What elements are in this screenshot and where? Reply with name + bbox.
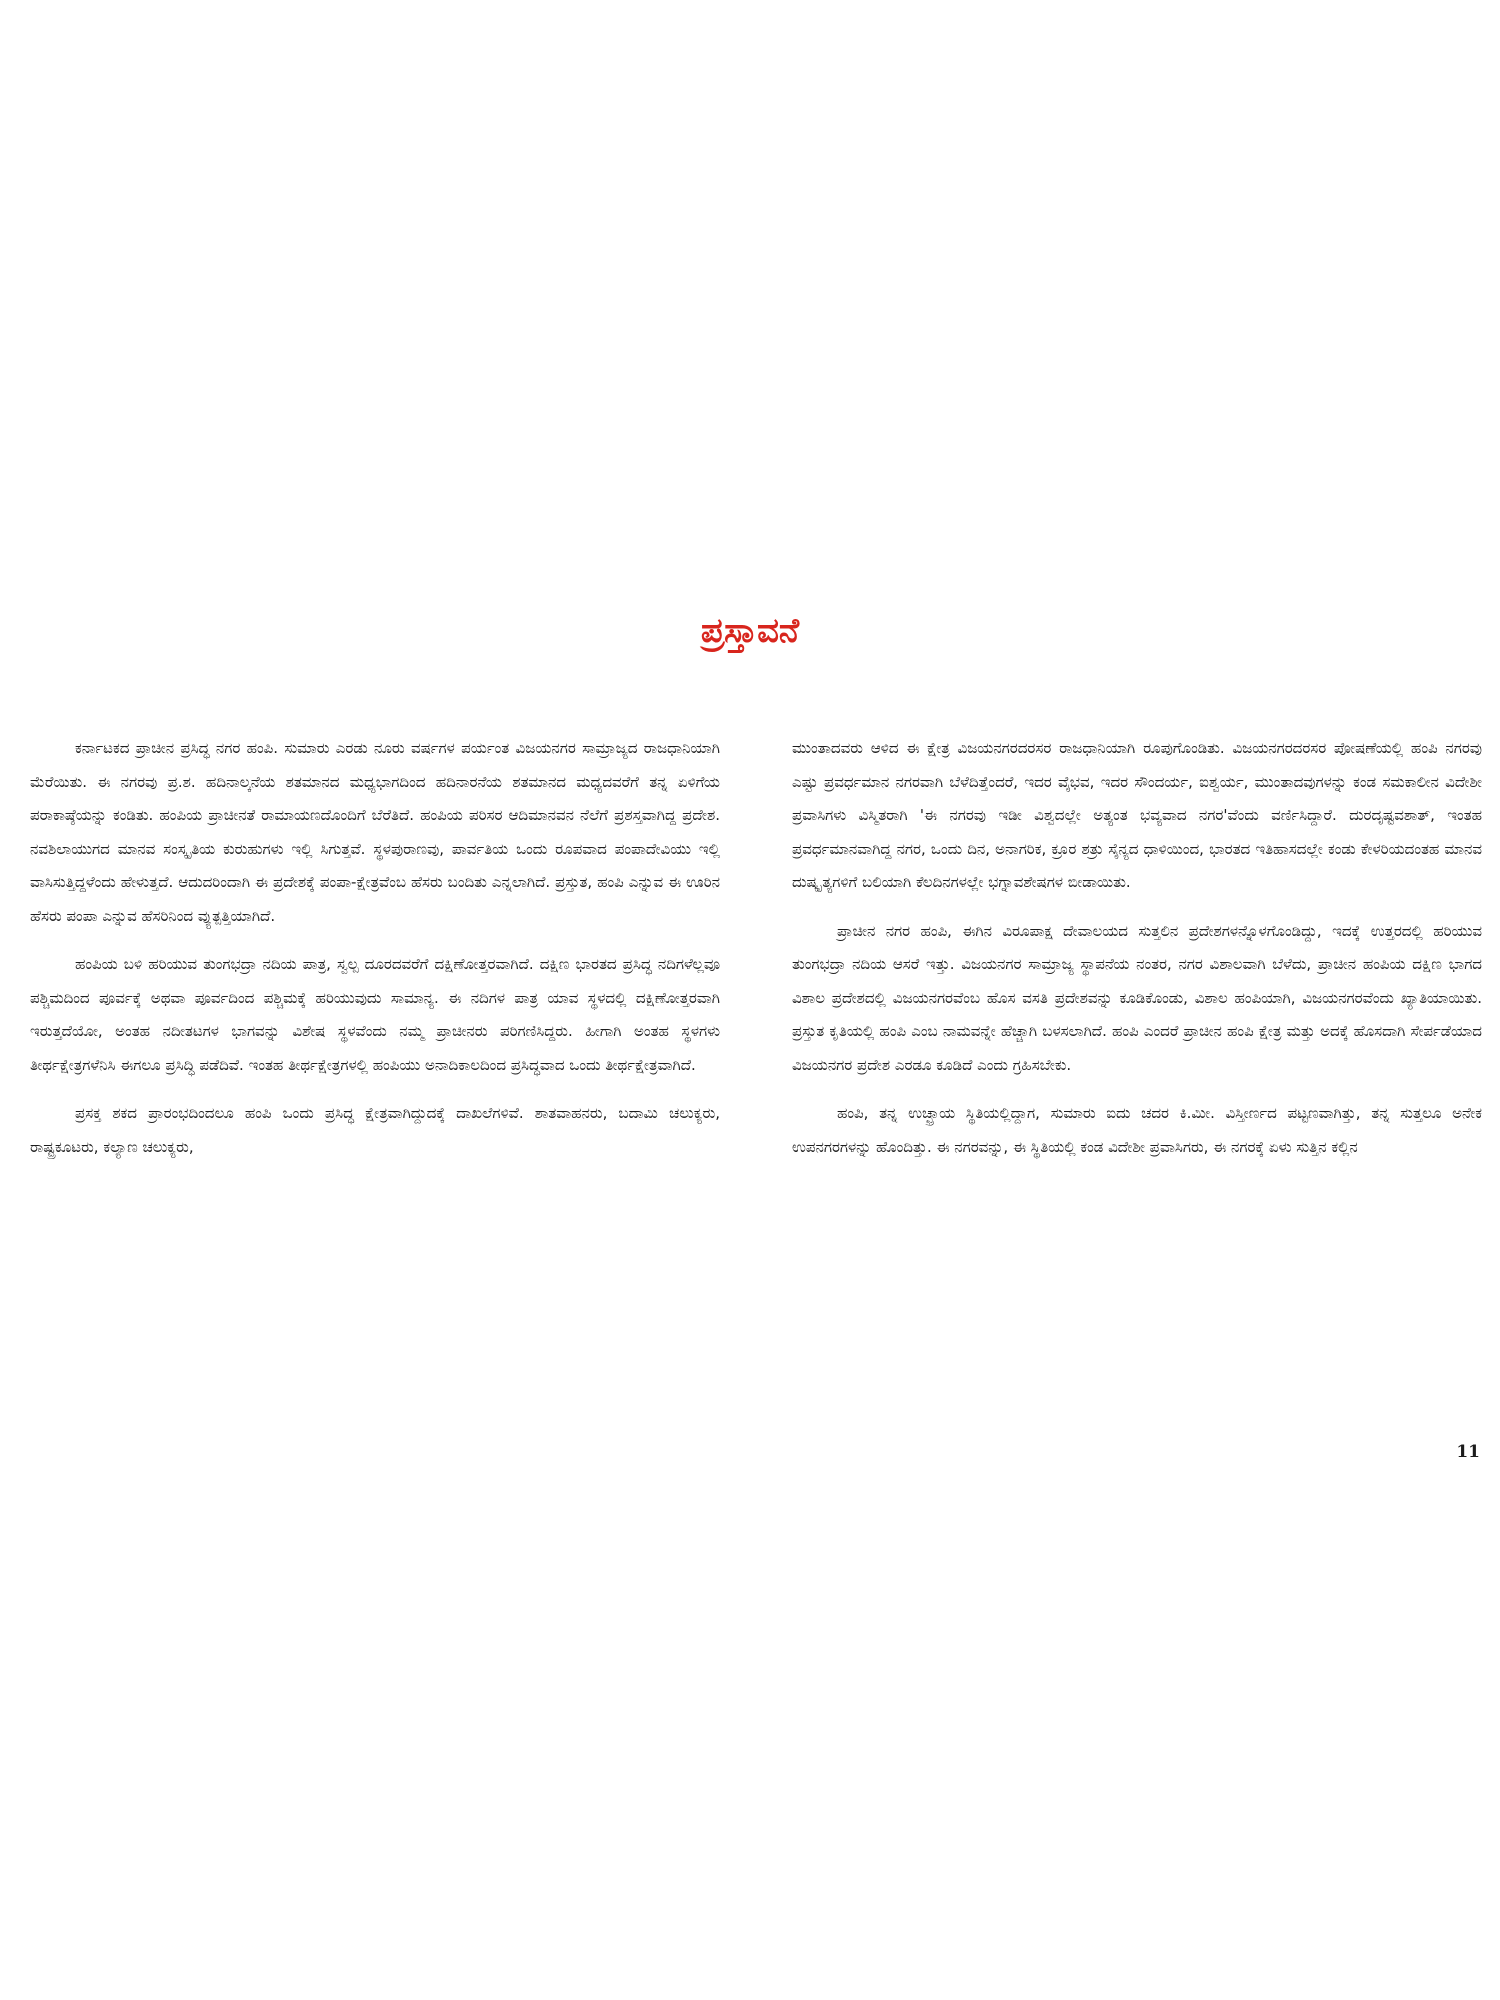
paragraph: ಮುಂತಾದವರು ಆಳಿದ ಈ ಕ್ಷೇತ್ರ ವಿಜಯನಗರದರಸರ ರಾಜಧಾನಿಯಾಗಿ ರೂಪುಗೊಂಡಿತು. ವಿಜಯನಗರದರಸರ ಪೋಷಣೆಯಲ್ಲಿ ಹಂಪಿ ನಗರವು ಎಷ್ಟು ಪ್ರವರ್ಧಮಾನ ನಗರವಾಗಿ ಬೆಳೆದಿತ್ತೆಂದರೆ, ಇದರ ವೈಭವ, ಇದರ ಸೌಂದರ್ಯ, ಐಶ್ವರ್ಯ, ಮುಂತಾದವುಗಳನ್ನು ಕಂಡ ಸಮಕಾಲೀನ ವಿದೇಶೀ ಪ್ರವಾಸಿಗಳು ವಿಸ್ಮಿತರಾಗಿ 'ಈ ನಗರವು ಇಡೀ ವಿಶ್ವದಲ್ಲೇ ಅತ್ಯಂತ ಭವ್ಯವಾದ ನಗರ'ವೆಂದು ವರ್ಣಿಸಿದ್ದಾರೆ. ದುರದೃಷ್ಟವಶಾತ್, ಇಂತಹ ಪ್ರವರ್ಧಮಾನವಾಗಿದ್ದ ನಗರ, ಒಂದು ದಿನ, ಅನಾಗರಿಕ, ಕ್ರೂರ ಶತ್ರು ಸೈನ್ಯದ ಧಾಳಿಯಿಂದ, ಭಾರತದ ಇತಿಹಾಸದಲ್ಲೇ ಕಂಡು ಕೇಳರಿಯದಂತಹ ಮಾನವ ದುಷ್ಕೃತ್ಯಗಳಿಗೆ ಬಲಿಯಾಗಿ ಕೆಲದಿನಗಳಲ್ಲೇ ಭಗ್ನಾವಶೇಷಗಳ ಬೀಡಾಯಿತು. xyxy=(792,739,1482,891)
paragraph: ಕರ್ನಾಟಕದ ಪ್ರಾಚೀನ ಪ್ರಸಿದ್ಧ ನಗರ ಹಂಪಿ. ಸುಮಾರು ಎರಡು ನೂರು ವರ್ಷಗಳ ಪರ್ಯಂತ ವಿಜಯನಗರ ಸಾಮ್ರಾಜ್ಯದ ರಾಜಧಾನಿಯಾಗಿ ಮೆರೆಯಿತು. ಈ ನಗರವು ಪ್ರ.ಶ. ಹದಿನಾಲ್ಕನೆಯ ಶತಮಾನದ ಮಧ್ಯಭಾಗದಿಂದ ಹದಿನಾರನೆಯ ಶತಮಾನದ ಮಧ್ಯದವರೆಗೆ ತನ್ನ ಏಳಿಗೆಯ ಪರಾಕಾಷ್ಠೆಯನ್ನು ಕಂಡಿತು. ಹಂಪಿಯ ಪ್ರಾಚೀನತೆ ರಾಮಾಯಣದೊಂದಿಗೆ ಬೆರೆತಿದೆ. ಹಂಪಿಯ ಪರಿಸರ ಆದಿಮಾನವನ ನೆಲೆಗೆ ಪ್ರಶಸ್ತವಾಗಿದ್ದ ಪ್ರದೇಶ. ನವಶಿಲಾಯುಗದ ಮಾನವ ಸಂಸ್ಕೃತಿಯ ಕುರುಹುಗಳು ಇಲ್ಲಿ ಸಿಗುತ್ತವೆ. ಸ್ಥಳಪುರಾಣವು, ಪಾರ್ವತಿಯ ಒಂದು ರೂಪವಾದ ಪಂಪಾದೇವಿಯು ಇಲ್ಲಿ ವಾಸಿಸುತ್ತಿದ್ದಳೆಂದು ಹೇಳುತ್ತದೆ. ಆದುದರಿಂದಾಗಿ ಈ ಪ್ರದೇಶಕ್ಕೆ ಪಂಪಾ-ಕ್ಷೇತ್ರವೆಂಬ ಹೆಸರು ಬಂದಿತು ಎನ್ನಲಾಗಿದೆ. ಪ್ರಸ್ತುತ, ಹಂಪಿ ಎನ್ನುವ ಈ ಊರಿನ ಹೆಸರು ಪಂಪಾ ಎನ್ನುವ ಹೆಸರಿನಿಂದ ವ್ಯುತ್ಪತ್ತಿಯಾಗಿದೆ. xyxy=(30,739,720,925)
paragraph: ಪ್ರಸಕ್ತ ಶಕದ ಪ್ರಾರಂಭದಿಂದಲೂ ಹಂಪಿ ಒಂದು ಪ್ರಸಿದ್ಧ ಕ್ಷೇತ್ರವಾಗಿದ್ದುದಕ್ಕೆ ದಾಖಲೆಗಳಿವೆ. ಶಾತವಾಹನರು, ಬದಾಮಿ ಚಲುಕ್ಯರು, ರಾಷ್ಟ್ರಕೂಟರು, ಕಲ್ಯಾಣ ಚಲುಕ್ಯರು, xyxy=(30,1104,720,1156)
paragraph: ಹಂಪಿ, ತನ್ನ ಉಚ್ಛ್ರಾಯ ಸ್ಥಿತಿಯಲ್ಲಿದ್ದಾಗ, ಸುಮಾರು ಐದು ಚದರ ಕಿ.ಮೀ. ವಿಸ್ತೀರ್ಣದ ಪಟ್ಟಣವಾಗಿತ್ತು, ತನ್ನ ಸುತ್ತಲೂ ಅನೇಕ ಉಪನಗರಗಳನ್ನು ಹೊಂದಿತ್ತು. ಈ ನಗರವನ್ನು, ಈ ಸ್ಥಿತಿಯಲ್ಲಿ ಕಂಡ ವಿದೇಶೀ ಪ್ರವಾಸಿಗರು, ಈ ನಗರಕ್ಕೆ ಏಳು ಸುತ್ತಿನ ಕಲ್ಲಿನ xyxy=(792,1104,1482,1156)
page-title: ಪ್ರಸ್ತಾವನೆ xyxy=(700,611,800,651)
paragraph: ಪ್ರಾಚೀನ ನಗರ ಹಂಪಿ, ಈಗಿನ ವಿರೂಪಾಕ್ಷ ದೇವಾಲಯದ ಸುತ್ತಲಿನ ಪ್ರದೇಶಗಳನ್ನೊಳಗೊಂಡಿದ್ದು, ಇದಕ್ಕೆ ಉತ್ತರದಲ್ಲಿ ಹರಿಯುವ ತುಂಗಭದ್ರಾ ನದಿಯ ಆಸರೆ ಇತ್ತು. ವಿಜಯನಗರ ಸಾಮ್ರಾಜ್ಯ ಸ್ಥಾಪನೆಯ ನಂತರ, ನಗರ ವಿಶಾಲವಾಗಿ ಬೆಳೆದು, ಪ್ರಾಚೀನ ಹಂಪಿಯ ದಕ್ಷಿಣ ಭಾಗದ ವಿಶಾಲ ಪ್ರದೇಶದಲ್ಲಿ ವಿಜಯನಗರವೆಂಬ ಹೊಸ ವಸತಿ ಪ್ರದೇಶವನ್ನು ಕೂಡಿಕೊಂಡು, ವಿಶಾಲ ಹಂಪಿಯಾಗಿ, ವಿಜಯನಗರವೆಂದು ಖ್ಯಾತಿಯಾಯಿತು. ಪ್ರಸ್ತುತ ಕೃತಿಯಲ್ಲಿ ಹಂಪಿ ಎಂಬ ನಾಮವನ್ನೇ ಹೆಚ್ಚಾಗಿ ಬಳಸಲಾಗಿದೆ. ಹಂಪಿ ಎಂದರೆ ಪ್ರಾಚೀನ ಹಂಪಿ ಕ್ಷೇತ್ರ ಮತ್ತು ಅದಕ್ಕೆ ಹೊಸದಾಗಿ ಸೇರ್ಪಡೆಯಾದ ವಿಜಯನಗರ ಪ್ರದೇಶ ಎರಡೂ ಕೂಡಿದೆ ಎಂದು ಗ್ರಹಿಸಬೇಕು. xyxy=(792,921,1482,1074)
left-column xyxy=(30,732,720,1179)
paragraph: ಹಂಪಿಯ ಬಳಿ ಹರಿಯುವ ತುಂಗಭದ್ರಾ ನದಿಯ ಪಾತ್ರ, ಸ್ವಲ್ಪ ದೂರದವರೆಗೆ ದಕ್ಷಿಣೋತ್ತರವಾಗಿದೆ. ದಕ್ಷಿಣ ಭಾರತದ ಪ್ರಸಿದ್ಧ ನದಿಗಳೆಲ್ಲವೂ ಪಶ್ಚಿಮದಿಂದ ಪೂರ್ವಕ್ಕೆ ಅಥವಾ ಪೂರ್ವದಿಂದ ಪಶ್ಚಿಮಕ್ಕೆ ಹರಿಯುವುದು ಸಾಮಾನ್ಯ. ಈ ನದಿಗಳ ಪಾತ್ರ ಯಾವ ಸ್ಥಳದಲ್ಲಿ ದಕ್ಷಿಣೋತ್ತರವಾಗಿ ಇರುತ್ತದೆಯೋ, ಅಂತಹ ನದೀತಟಗಳ ಭಾಗವನ್ನು ವಿಶೇಷ ಸ್ಥಳವೆಂದು ನಮ್ಮ ಪ್ರಾಚೀನರು ಪರಿಗಣಿಸಿದ್ದರು. ಹೀಗಾಗಿ ಅಂತಹ ಸ್ಥಳಗಳು ತೀರ್ಥಕ್ಷೇತ್ರಗಳೆನಿಸಿ ಈಗಲೂ ಪ್ರಸಿದ್ಧಿ ಪಡೆದಿವೆ. ಇಂತಹ ತೀರ್ಥಕ್ಷೇತ್ರಗಳಲ್ಲಿ ಹಂಪಿಯು ಅನಾದಿಕಾಲದಿಂದ ಪ್ರಸಿದ್ಧವಾದ ಒಂದು ತೀರ್ಥಕ್ಷೇತ್ರವಾಗಿದೆ. xyxy=(30,955,720,1074)
page-number: 11 xyxy=(1456,1442,1480,1462)
right-column xyxy=(792,732,1482,1179)
